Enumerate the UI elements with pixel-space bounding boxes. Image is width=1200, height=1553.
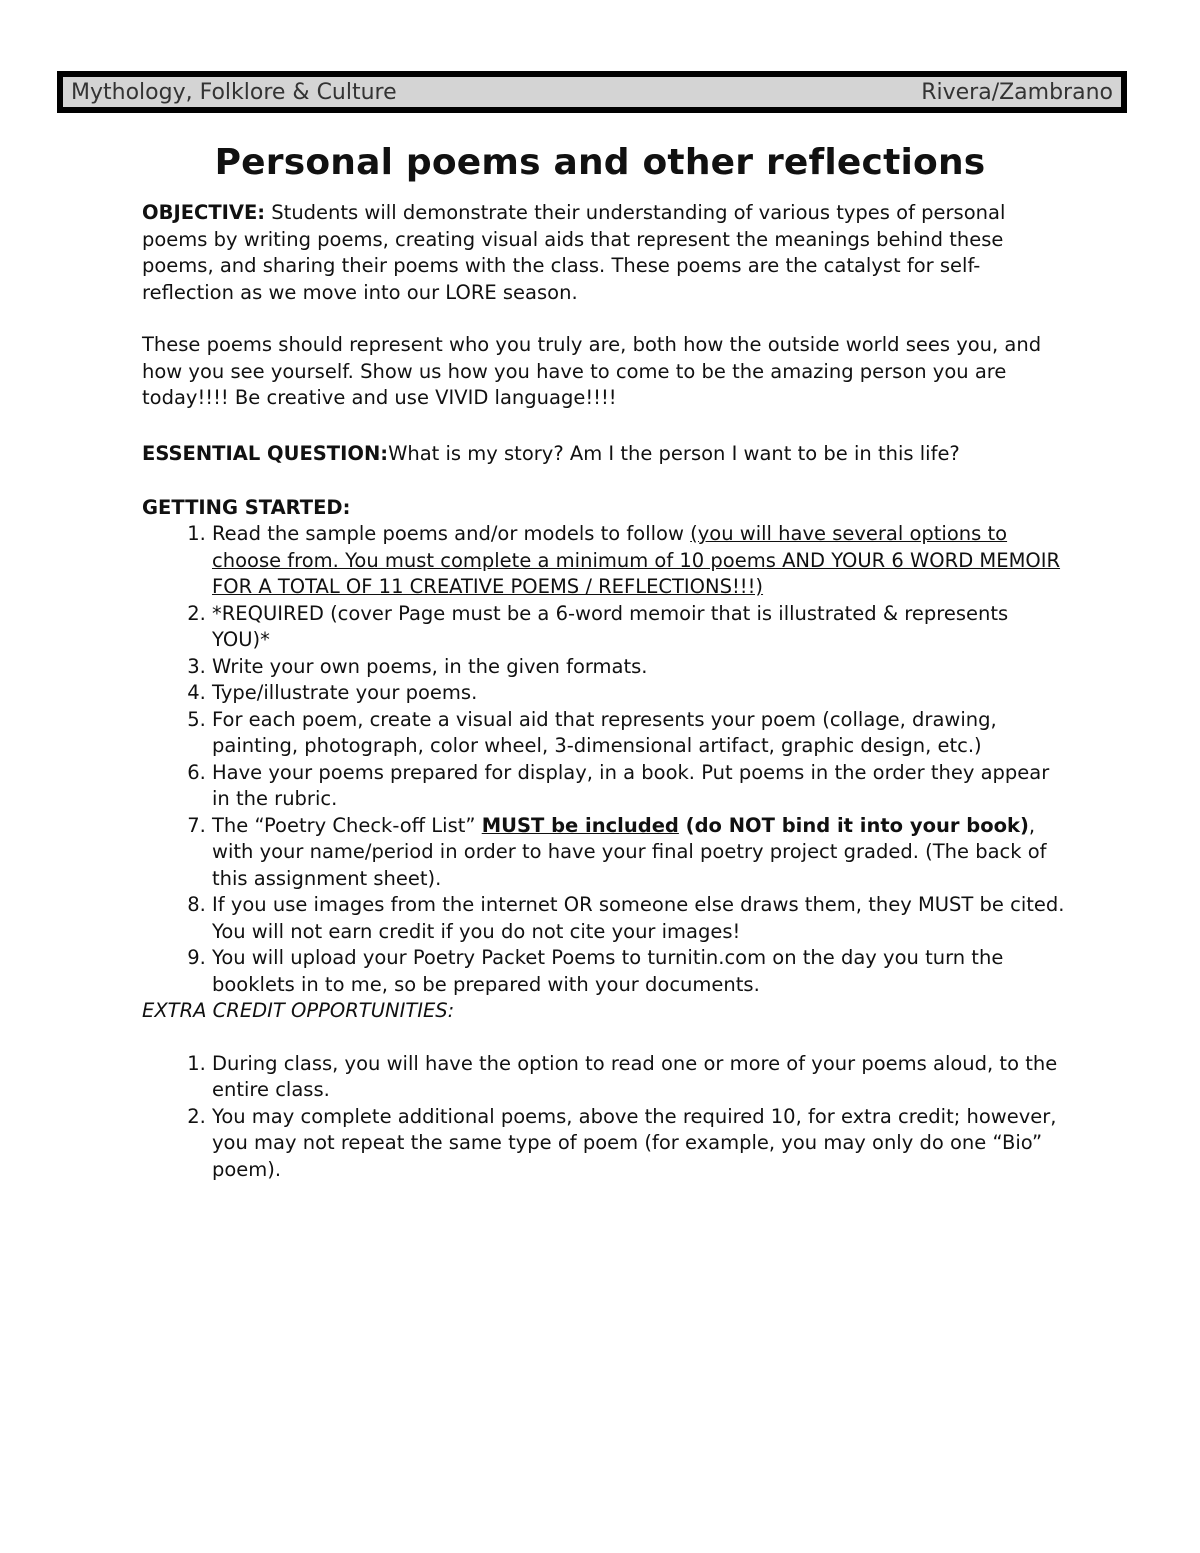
steps-list [142,521,1072,998]
extra-credit-list [142,1051,1072,1184]
step-item: 3. Write your own poems, in the given formats. [212,654,1072,681]
step-item: 9. You will upload your Poetry Packet Poems to turnitin.com on the day you turn the booklets in to me, so be prepared with your documents. [212,945,1072,998]
step1-text: Read the sample poems and/or models to follow [212,522,691,545]
extra-credit-item: 1. During class, you will have the option to read one or more of your poems aloud, to the entire class. [212,1051,1072,1104]
course-name: Mythology, Folklore & Culture [71,79,397,105]
getting-started-label: GETTING STARTED: [142,495,351,519]
objective-label: OBJECTIVE: [142,201,266,224]
teacher-names: Rivera/Zambrano [921,79,1113,105]
essential-question-label: ESSENTIAL QUESTION: [142,441,389,465]
step7-text-a: The “Poetry Check-off List” [212,813,482,837]
essential-question [142,439,1072,469]
header-inner [63,77,1121,107]
objective-paragraph [142,200,1072,306]
essential-question-text: What is my story? Am I the person I want to be in this life? [388,441,960,465]
intro-paragraph: These poems should represent who you truly are, both how the outside world sees you, and how you see yourself. Show us how you have to come to be the amazing person you are today!!!! Be creative and use VIVID language!!!! [142,333,1042,409]
step-item: 5. For each poem, create a visual aid that represents your poem (collage, drawing, painting, photograph, color wheel, 3-dimensional artifact, graphic design, etc.) [212,707,1072,760]
step-item: 6. Have your poems prepared for display, in a book. Put poems in the order they appear in the rubric. [212,760,1072,813]
getting-started-section [142,495,1072,999]
step-item: 4. Type/illustrate your poems. [212,680,1072,707]
extra-credit-item: 2. You may complete additional poems, above the required 10, for extra credit; however, you may not repeat the same type of poem (for example, you may only do one “Bio” poem). [212,1104,1072,1184]
page-title: Personal poems and other reflections [214,142,986,183]
step1-underlined-text: (you will have several options to choose from. You must complete a minimum of 10 poems AND YOUR 6 WORD MEMOIR FOR A TOTAL OF 11 CREATIVE POEMS / REFLECTIONS!!!) [212,522,1061,598]
step-item [212,813,1072,893]
header-bar [57,71,1127,113]
step-item: 2. *REQUIRED (cover Page must be a 6-word memoir that is illustrated & represents YOU)* [212,601,1072,654]
document-body [142,200,1072,1183]
extra-credit-label: EXTRA CREDIT OPPORTUNITIES: [142,999,455,1022]
step-item [212,521,1072,601]
objective-text: Students will demonstrate their understanding of various types of personal poems by writing poems, creating visual aids that represent the meanings behind these poems, and sharing their poems with the class. These poems are the catalyst for self-reflection as we move into our LORE season. [142,201,1006,304]
step7-emphasis: MUST be included [481,813,679,837]
step7-text-d: , with your name/period in order to have your final poetry project graded. (The back of this assignment sheet). [212,813,1047,890]
step-item: 8. If you use images from the internet OR someone else draws them, they MUST be cited. You will not earn credit if you do not cite your images! [212,892,1072,945]
step7-bold-note: (do NOT bind it into your book) [678,813,1029,837]
